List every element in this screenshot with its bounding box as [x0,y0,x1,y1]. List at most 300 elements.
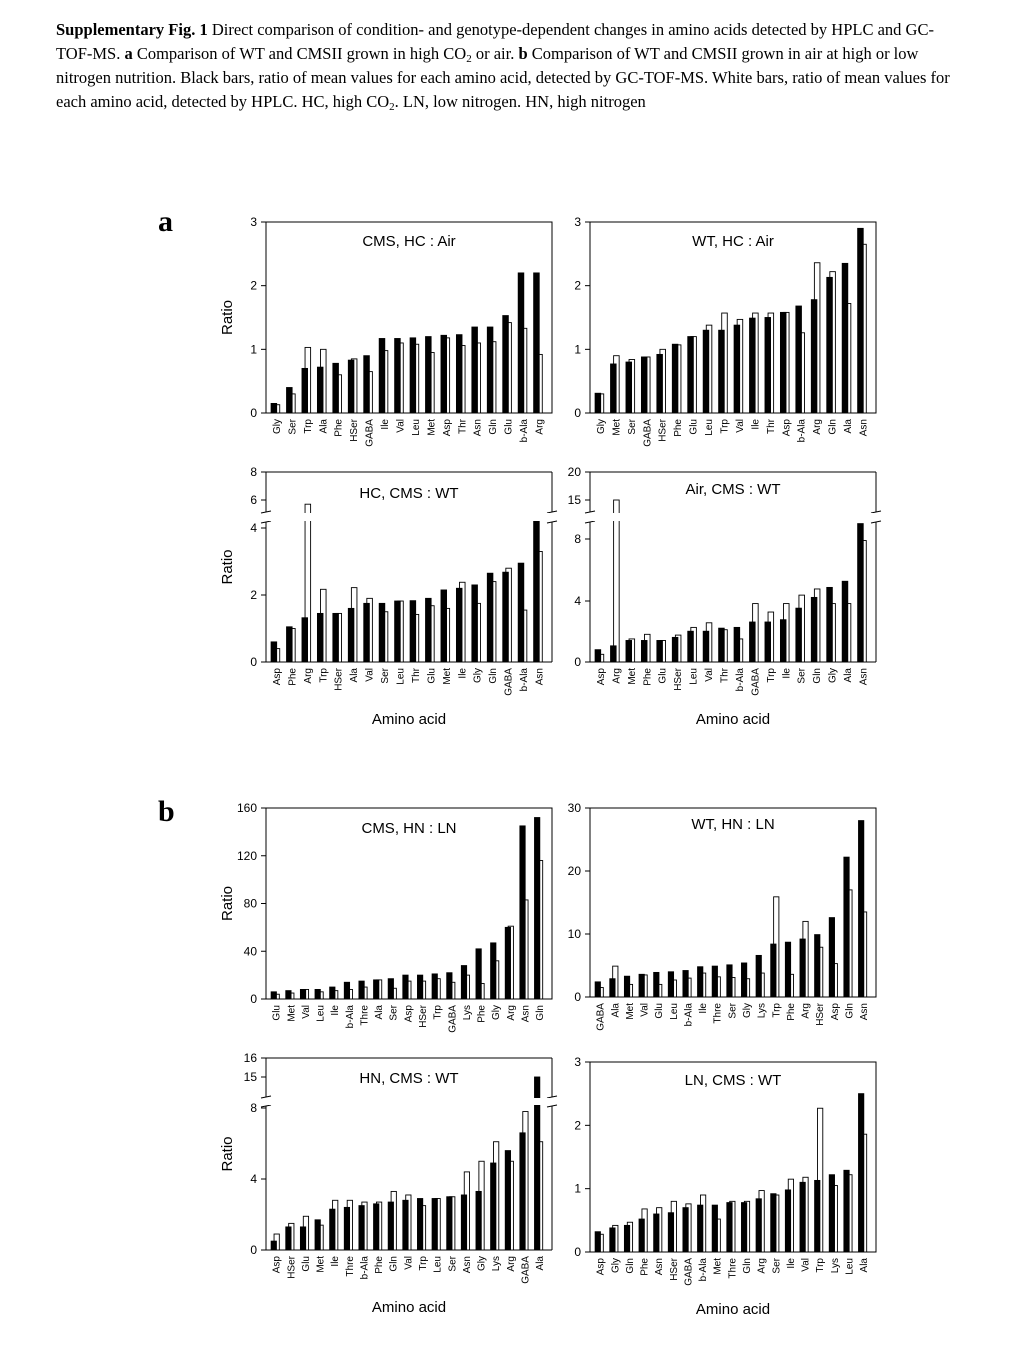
bar-gctofms [476,949,481,999]
x-tick-label: Gln [488,668,500,684]
x-tick-label: Ala [349,668,361,683]
chart-title: HC, CMS : WT [359,485,459,502]
x-tick-label: Trp [771,1003,783,1018]
x-tick-label: Ser [771,1258,783,1274]
bar-gctofms [727,1203,732,1252]
x-tick-label: HSer [349,419,361,442]
x-tick-label: HSer [286,1256,298,1279]
y-tick-label: 1 [250,342,257,357]
x-tick-label: Asp [271,668,283,686]
caption-text-2: Comparison of WT and CMSII grown in high CO [132,44,467,63]
y-tick-label: 80 [243,896,257,911]
bar-gctofms [626,640,632,662]
y-tick-label: 15 [567,493,581,507]
bar-gctofms [330,1209,335,1250]
bar-gctofms [796,608,802,662]
bar-gctofms [491,1163,496,1250]
axis-break-gap [591,513,875,521]
y-tick-label: 20 [567,864,581,878]
y-tick-label: 3 [574,215,581,229]
x-tick-label: Asp [829,1003,841,1021]
y-tick-label: 0 [574,990,581,1004]
x-tick-label: b-Ala [698,1258,710,1282]
x-tick-label: Gln [812,668,824,684]
bar-gctofms [286,1227,291,1250]
x-tick-label: Asn [534,668,546,686]
chart-2 [574,215,876,447]
x-tick-label: Thr [457,419,469,434]
bar-gctofms [344,982,349,999]
y-tick-label: 0 [574,1245,581,1259]
bar-gctofms [518,563,524,662]
bar-gctofms [333,613,339,662]
y-tick-label: 2 [250,588,257,602]
x-tick-label: Val [639,1003,651,1017]
x-tick-label: Asn [858,419,870,437]
x-tick-label: b-Ala [359,1256,371,1280]
bar-gctofms [672,637,678,662]
x-tick-label: Asn [520,1005,532,1023]
x-tick-label: Gly [271,419,283,434]
y-tick-label: 20 [567,465,581,479]
x-tick-label: Trp [417,1256,429,1271]
x-tick-label: GABA [642,419,654,447]
x-tick-label: Ala [843,668,855,683]
x-tick-label: Asp [403,1005,415,1023]
x-tick-label: Phe [287,668,299,686]
x-tick-label: Met [441,668,453,685]
bar-gctofms [417,1199,422,1250]
bar-gctofms [688,631,694,662]
bar-gctofms [780,312,786,413]
x-tick-label: Leu [410,419,422,436]
bar-gctofms [333,363,339,413]
bar-gctofms [683,971,688,997]
bar-gctofms [374,1204,379,1250]
x-tick-label: Glu [688,419,700,435]
caption-a: a [124,44,133,63]
x-tick-label: b-Ala [683,1003,695,1027]
y-tick-label: 0 [250,406,257,420]
panel-label-b: b [158,795,175,828]
x-tick-label: Lys [756,1003,768,1019]
x-tick-label: Asp [441,419,453,437]
bar-gctofms [505,927,510,999]
bar-gctofms [734,325,740,413]
bar-gctofms [741,1203,746,1252]
x-tick-label: Ser [626,419,638,435]
bar-gctofms [750,318,756,413]
bar-gctofms [520,1133,525,1250]
y-tick-label: 30 [567,801,581,815]
chart-6 [568,801,876,1031]
bar-gctofms [487,573,493,662]
bar-gctofms [844,857,849,997]
x-tick-label: HSer [417,1005,429,1028]
bar-gctofms [654,972,659,997]
bar-gctofms [859,1094,864,1252]
bar-gctofms [624,976,629,997]
x-tick-label: Trp [719,419,731,434]
bar-gctofms [624,1225,629,1252]
bar-gctofms [447,973,452,999]
x-tick-label: Leu [668,1003,680,1020]
x-tick-label: Ala [843,419,855,434]
x-tick-label: Thre [727,1258,739,1279]
y-tick-label: 40 [243,944,257,959]
x-tick-label: Gln [535,1005,547,1021]
x-tick-label: Gly [595,419,607,434]
bar-gctofms [487,327,493,413]
x-tick-label: Asn [461,1256,473,1274]
y-tick-label: 1 [574,342,581,357]
axis-break-gap [267,1098,551,1105]
x-tick-label: GABA [364,419,376,447]
x-tick-label: GABA [503,668,515,696]
x-tick-label: Arg [534,419,546,435]
chart-8 [574,1055,876,1318]
x-tick-label: Ile [330,1005,342,1016]
bar-gctofms [476,1191,481,1250]
x-tick-label: Arg [611,668,623,684]
bar-gctofms [800,1182,805,1252]
caption-label: Supplementary Fig. 1 [56,20,208,39]
x-tick-label: Arg [505,1256,517,1272]
x-tick-label: Arg [800,1003,812,1019]
x-tick-label: Ser [727,1003,739,1019]
x-tick-label: Trp [318,668,330,683]
x-tick-label: Gln [741,1258,753,1274]
x-tick-label: Ser [447,1256,459,1272]
chart-title: CMS, HC : Air [362,233,456,250]
x-tick-label: Phe [673,419,685,437]
y-tick-label: 2 [250,278,257,293]
y-tick-label: 8 [574,532,581,546]
x-tick-label: Val [300,1005,312,1019]
x-tick-label: Gly [476,1256,488,1271]
x-tick-label: Ile [781,668,793,679]
bar-gctofms [374,980,379,999]
bar-gctofms [315,989,320,999]
bar-gctofms [287,388,293,413]
bar-gctofms [785,1190,790,1252]
bar-gctofms [611,364,617,413]
bar-gctofms [727,965,732,997]
chart-title: Air, CMS : WT [685,481,781,498]
x-tick-label: Met [624,1003,636,1020]
bar-gctofms [379,603,385,662]
x-tick-label: Asp [595,668,607,686]
bar-gctofms [395,601,401,662]
bar-gctofms [364,603,370,662]
x-tick-label: Asn [859,1003,871,1021]
bar-gctofms [750,622,756,662]
bar-gctofms [472,327,478,413]
bar-gctofms [719,628,725,662]
x-tick-label: HSer [673,668,685,691]
bar-gctofms [518,273,524,413]
x-tick-label: Val [395,419,407,433]
x-tick-label: Met [286,1005,298,1022]
bar-gctofms [271,1241,276,1250]
y-tick-label: 6 [250,493,257,507]
bar-gctofms [785,942,790,997]
bar-gctofms [719,330,725,413]
bar-gctofms [271,992,276,999]
x-tick-label: Phe [476,1005,488,1023]
y-tick-label: 120 [236,848,257,863]
bar-gctofms [703,330,709,413]
bar-gctofms [703,631,709,662]
bar-gctofms [456,588,462,662]
x-tick-label: Asp [271,1256,283,1274]
chart-1 [219,215,552,447]
bar-gctofms [771,1194,776,1252]
x-tick-label: Ala [535,1256,547,1271]
x-tick-label: Val [800,1258,812,1272]
x-tick-label: Arg [756,1258,768,1274]
bar-gctofms [815,1180,820,1252]
x-tick-label: Asp [781,419,793,437]
x-tick-label: Arg [302,668,314,684]
bar-gctofms [641,357,647,413]
x-tick-label: HSer [815,1003,827,1026]
x-tick-label: Ile [330,1256,342,1267]
x-tick-label: GABA [447,1005,459,1033]
x-tick-label: Phe [333,419,345,437]
x-tick-label: b-Ala [734,668,746,692]
bar-gctofms [432,974,437,999]
bar-gctofms [317,367,323,413]
x-axis-label: Amino acid [371,711,447,728]
bar-gctofms [491,943,496,999]
bar-gctofms [741,963,746,997]
bar-gctofms [844,1170,849,1252]
x-tick-label: Arg [812,419,824,435]
x-tick-label: Thre [344,1256,356,1277]
x-tick-label: Ala [610,1003,622,1018]
bar-gctofms [595,1232,600,1252]
y-tick-label: 1 [574,1181,581,1196]
x-tick-label: GABA [520,1256,532,1284]
bar-gctofms [639,1219,644,1252]
bar-gctofms [827,587,833,662]
bar-gctofms [503,316,509,413]
bar-gctofms [456,335,462,413]
x-tick-label: Ile [380,419,392,430]
x-axis-label: Amino acid [371,1299,447,1316]
x-tick-label: Gln [488,419,500,435]
x-tick-label: Gln [844,1003,856,1019]
x-tick-label: Met [315,1256,327,1273]
bar-gctofms [800,939,805,997]
x-tick-label: Trp [765,668,777,683]
chart-3 [219,465,557,728]
x-tick-label: Leu [315,1005,327,1022]
y-tick-label: 4 [250,1172,257,1186]
bar-gctofms [348,608,354,662]
x-tick-label: Val [403,1256,415,1270]
bar-gctofms [403,1200,408,1250]
x-tick-label: Glu [657,668,669,684]
x-tick-label: Lys [461,1005,473,1021]
bar-gctofms [388,979,393,999]
chart-title: WT, HN : LN [691,816,775,833]
bar-gctofms [756,1199,761,1252]
axis-break-gap [267,513,551,521]
bar-gctofms [796,306,802,413]
x-tick-label: Asn [858,668,870,686]
bar-gctofms [827,277,833,413]
x-tick-label: Val [734,419,746,433]
y-tick-label: 16 [243,1051,257,1065]
x-tick-label: Ile [750,419,762,430]
x-tick-label: Ser [796,668,808,684]
bar-gctofms [765,622,771,662]
x-tick-label: Ile [698,1003,710,1014]
x-tick-label: Phe [785,1003,797,1021]
x-tick-label: Gln [388,1256,400,1272]
bar-gctofms [447,1197,452,1250]
bar-gctofms [441,335,447,413]
bar-gctofms [756,955,761,997]
bar-gctofms [842,263,848,413]
x-tick-label: Phe [639,1258,651,1276]
chart-title: LN, CMS : WT [684,1072,782,1089]
y-tick-label: 3 [574,1055,581,1069]
x-tick-label: Gly [472,668,484,683]
x-tick-label: Ser [388,1005,400,1021]
y-tick-label: 4 [574,594,581,608]
x-tick-label: Met [426,419,438,436]
x-tick-label: Ile [785,1258,797,1269]
y-tick-label: 8 [250,1101,257,1115]
x-tick-label: Val [704,668,716,682]
y-tick-label: 15 [243,1070,257,1084]
x-tick-label: Asn [472,419,484,437]
bar-gctofms [842,581,848,662]
bar-gctofms [348,360,354,413]
bar-gctofms [712,966,717,997]
bar-gctofms [379,339,385,413]
x-tick-label: Arg [505,1005,517,1021]
bar-gctofms [771,944,776,997]
bar-gctofms [641,640,647,662]
bar-gctofms [668,972,673,997]
bar-gctofms [683,1208,688,1252]
x-tick-label: HSer [333,668,345,691]
bar-gctofms [535,818,540,999]
x-tick-label: Thr [765,419,777,434]
bar-gctofms [461,1195,466,1250]
caption-text-5: . LN, low nitrogen. HN, high nitrogen [394,92,646,111]
bar-gctofms [595,393,601,413]
bar-gctofms [388,1202,393,1250]
x-tick-label: Phe [642,668,654,686]
x-tick-label: Leu [844,1258,856,1275]
bar-gctofms [815,935,820,997]
y-tick-label: 8 [250,465,257,479]
caption-text-1: Direct comparison of condition- and genotype-dependent changes in amino acids detected by HPLC and GC-TOF-MS. [56,20,934,63]
bar-gctofms [403,975,408,999]
bar-gctofms [503,572,509,662]
y-axis-label: Ratio [219,549,236,585]
x-tick-label: Ala [374,1005,386,1020]
bar-gctofms [359,981,364,999]
x-tick-label: Glu [503,419,515,435]
y-tick-label: 0 [250,992,257,1006]
y-tick-label: 0 [574,655,581,669]
x-tick-label: Ser [287,419,299,435]
bar-gctofms [858,524,864,662]
y-tick-label: 0 [574,406,581,420]
x-tick-label: Phe [374,1256,386,1274]
caption-text-4: Comparison of WT and CMSII grown in air at high or low nitrogen nutrition. Black bars, ratio of mean values for each amino acid, detected by GC-TOF-MS. White bars, ratio of mean values for each amino acid, detected by HPLC. HC, high CO [56,44,950,111]
bar-gctofms [698,1205,703,1252]
x-tick-label: b-Ala [796,419,808,443]
bar-gctofms [610,979,615,997]
bar-gctofms [520,826,525,999]
x-tick-label: Asn [654,1258,666,1276]
x-tick-label: Trp [815,1258,827,1273]
caption-sub-2: 2 [389,101,395,113]
bar-gctofms [654,1214,659,1252]
x-tick-label: Thr [410,668,422,683]
chart-4 [568,465,881,728]
chart-5 [219,801,552,1033]
y-tick-label: 3 [250,215,257,229]
x-tick-label: Lys [829,1258,841,1274]
bar-gctofms [287,627,293,662]
x-tick-label: Asp [595,1258,607,1276]
x-tick-label: Leu [432,1256,444,1273]
bar-gctofms [441,590,447,662]
bar-gctofms [859,821,864,997]
x-tick-label: Thre [359,1005,371,1026]
bar-gctofms [330,987,335,999]
x-tick-label: GABA [595,1003,607,1031]
caption-sub-1: 2 [466,53,472,65]
bar-hplc [614,500,620,662]
y-tick-label: 0 [250,655,257,669]
bar-gctofms [461,966,466,999]
x-tick-label: Ala [859,1258,871,1273]
x-tick-label: Met [712,1258,724,1275]
x-tick-label: Gln [624,1258,636,1274]
bar-gctofms [639,974,644,997]
y-tick-label: 4 [250,521,257,535]
bar-gctofms [472,585,478,662]
bar-gctofms [626,362,632,413]
bar-gctofms [426,337,432,413]
bar-gctofms [315,1220,320,1250]
y-tick-label: 10 [567,927,581,941]
bar-gctofms [858,228,864,413]
bar-gctofms [765,318,771,414]
y-axis-label: Ratio [219,1136,236,1172]
x-tick-label: b-Ala [519,668,531,692]
chart-title: CMS, HN : LN [361,820,457,837]
bar-gctofms [286,991,291,999]
bar-gctofms [657,354,663,413]
x-tick-label: Met [626,668,638,685]
bar-gctofms [410,601,416,662]
x-tick-label: Trp [432,1005,444,1020]
y-tick-label: 2 [574,1118,581,1133]
x-axis-label: Amino acid [695,711,771,728]
bar-gctofms [317,613,323,662]
x-tick-label: HSer [668,1258,680,1281]
